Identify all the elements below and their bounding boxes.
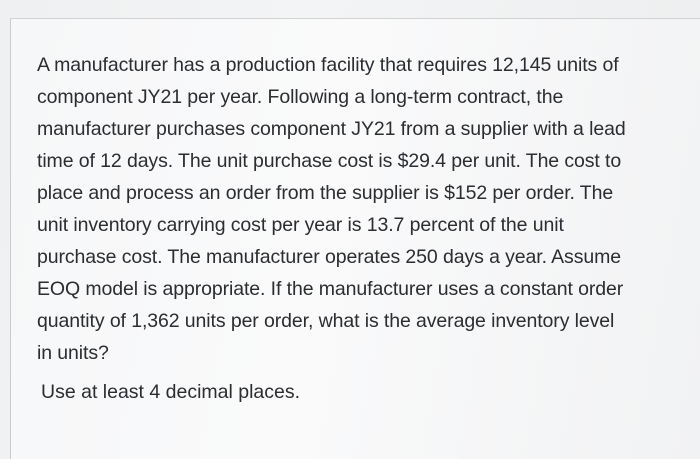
question-line: quantity of 1,362 units per order, what is the average inventory level xyxy=(37,310,615,332)
question-text xyxy=(37,49,677,369)
instruction-text: Use at least 4 decimal places. xyxy=(41,381,301,403)
question-line: EOQ model is appropriate. If the manufacturer uses a constant order xyxy=(37,278,624,300)
question-line: manufacturer purchases component JY21 from a supplier with a lead xyxy=(37,118,626,140)
question-line: unit inventory carrying cost per year is 13.7 percent of the unit xyxy=(37,214,564,236)
question-line: A manufacturer has a production facility that requires 12,145 units of xyxy=(37,54,619,76)
question-line: purchase cost. The manufacturer operates 250 days a year. Assume xyxy=(37,246,621,268)
question-card xyxy=(10,18,700,459)
question-line: in units? xyxy=(37,342,109,364)
question-line: time of 12 days. The unit purchase cost is $29.4 per unit. The cost to xyxy=(37,150,622,172)
question-line: place and process an order from the supplier is $152 per order. The xyxy=(37,182,614,204)
question-line: component JY21 per year. Following a long-term contract, the xyxy=(37,86,564,108)
